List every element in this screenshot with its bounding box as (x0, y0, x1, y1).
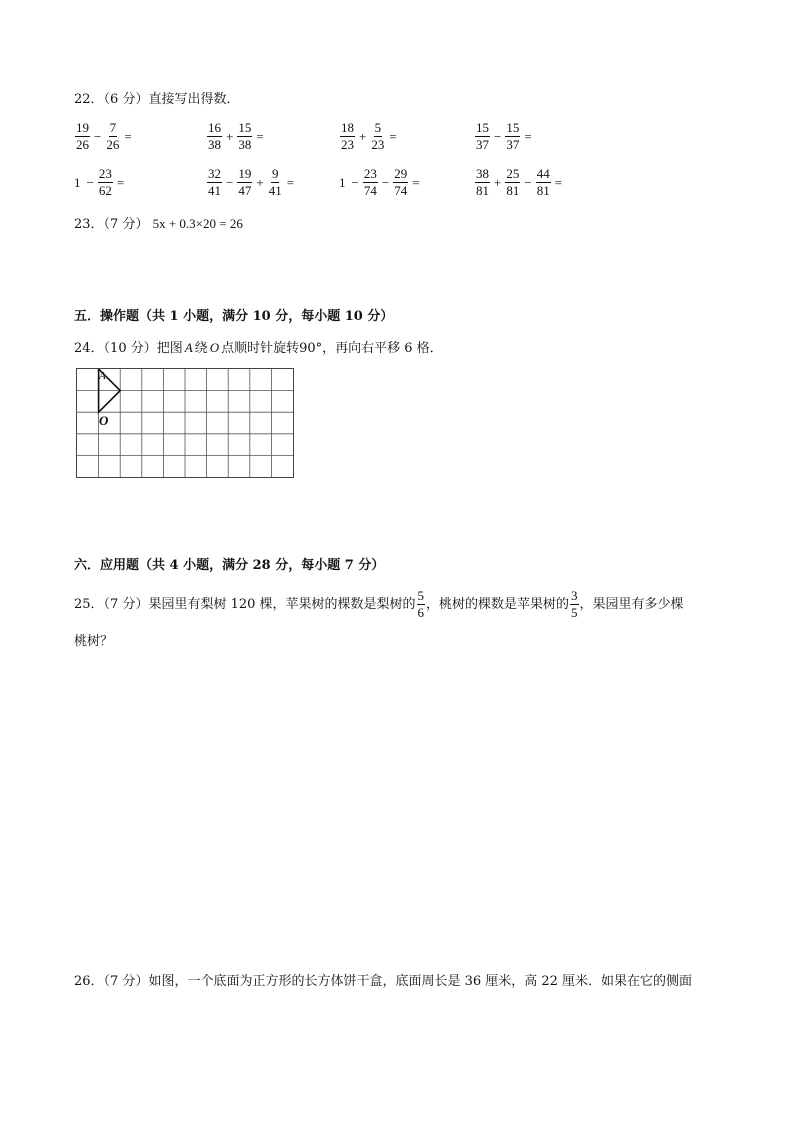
fraction: $\frac{15}{37}$ (506, 120, 520, 152)
grid-label-a: A (99, 370, 106, 382)
fraction: $\frac{19}{26}$ (76, 120, 89, 152)
fraction: $\frac{15}{38}$ (238, 120, 252, 152)
fraction: $\frac{32}{41}$ (208, 166, 221, 198)
fraction: $\frac{18}{23}$ (341, 120, 354, 152)
fraction: $\frac{19}{47}$ (238, 166, 252, 198)
q22-expr-3: $\frac{18}{23}$ + $\frac{5}{23}$ = (341, 120, 397, 152)
q25-line1: 25．（7 分）果园里有梨树 120 棵，苹果树的棵数是梨树的 $\frac{5}{6}$ ，桃树的棵数是苹果树的 $\frac{3}{5}$ ，果园里有多少棵 (74, 588, 684, 620)
fraction: $\frac{3}{5}$ (571, 588, 578, 620)
section-5-title: 五．操作题（共 1 小题，满分 10 分，每小题 10 分） (74, 309, 394, 324)
fraction: $\frac{23}{74}$ (363, 166, 377, 198)
q22-expr-7: 1 − $\frac{23}{74}$ − $\frac{29}{74}$ = (339, 166, 420, 198)
fraction: $\frac{23}{62}$ (98, 166, 112, 198)
fraction: $\frac{9}{41}$ (268, 166, 282, 198)
section-6-title: 六．应用题（共 4 小题，满分 28 分，每小题 7 分） (74, 558, 385, 573)
rotation-grid (76, 368, 294, 478)
fraction: $\frac{29}{74}$ (394, 166, 408, 198)
grid-svg (77, 369, 293, 477)
fraction: $\frac{7}{26}$ (106, 120, 120, 152)
q22-expr-1: $\frac{19}{26}$ − $\frac{7}{26}$ = (76, 120, 132, 152)
fraction: $\frac{15}{37}$ (476, 120, 489, 152)
q22-expr-2: $\frac{16}{38}$ + $\frac{15}{38}$ = (208, 120, 264, 152)
q23-equation: 5x + 0.3×20 = 26 (152, 216, 243, 231)
q22-expr-5: 1 − $\frac{23}{62}$ = (74, 166, 125, 198)
q26-text: 26．（7 分）如图，一个底面为正方形的长方体饼干盒，底面周长是 36 厘米，高 22 厘米．如果在它的侧面 (74, 974, 693, 989)
q22-expr-4: $\frac{15}{37}$ − $\frac{15}{37}$ = (476, 120, 532, 152)
q23 (74, 216, 243, 233)
fraction: $\frac{38}{81}$ (476, 166, 489, 198)
grid-label-o: O (99, 413, 109, 428)
q22-expr-8: $\frac{38}{81}$ + $\frac{25}{81}$ − $\frac{44}{81}$ = (476, 166, 563, 198)
fraction: $\frac{5}{6}$ (417, 588, 425, 620)
q25-line2: 桃树？ (74, 634, 114, 649)
fraction: $\frac{5}{23}$ (371, 120, 385, 152)
q23-label: 23．（7 分） (74, 217, 149, 232)
fraction: $\frac{25}{81}$ (506, 166, 520, 198)
q22-label: 22．（6 分）直接写出得数． (74, 92, 240, 107)
q24-text: 24．（10 分）把图 A 绕 O 点顺时针旋转90°，再向右平移 6 格． (74, 340, 443, 356)
fraction: $\frac{16}{38}$ (208, 120, 221, 152)
q22-expr-6: $\frac{32}{41}$ − $\frac{19}{47}$ + $\frac{9}{41}$ = (208, 166, 295, 198)
fraction: $\frac{44}{81}$ (536, 166, 550, 198)
